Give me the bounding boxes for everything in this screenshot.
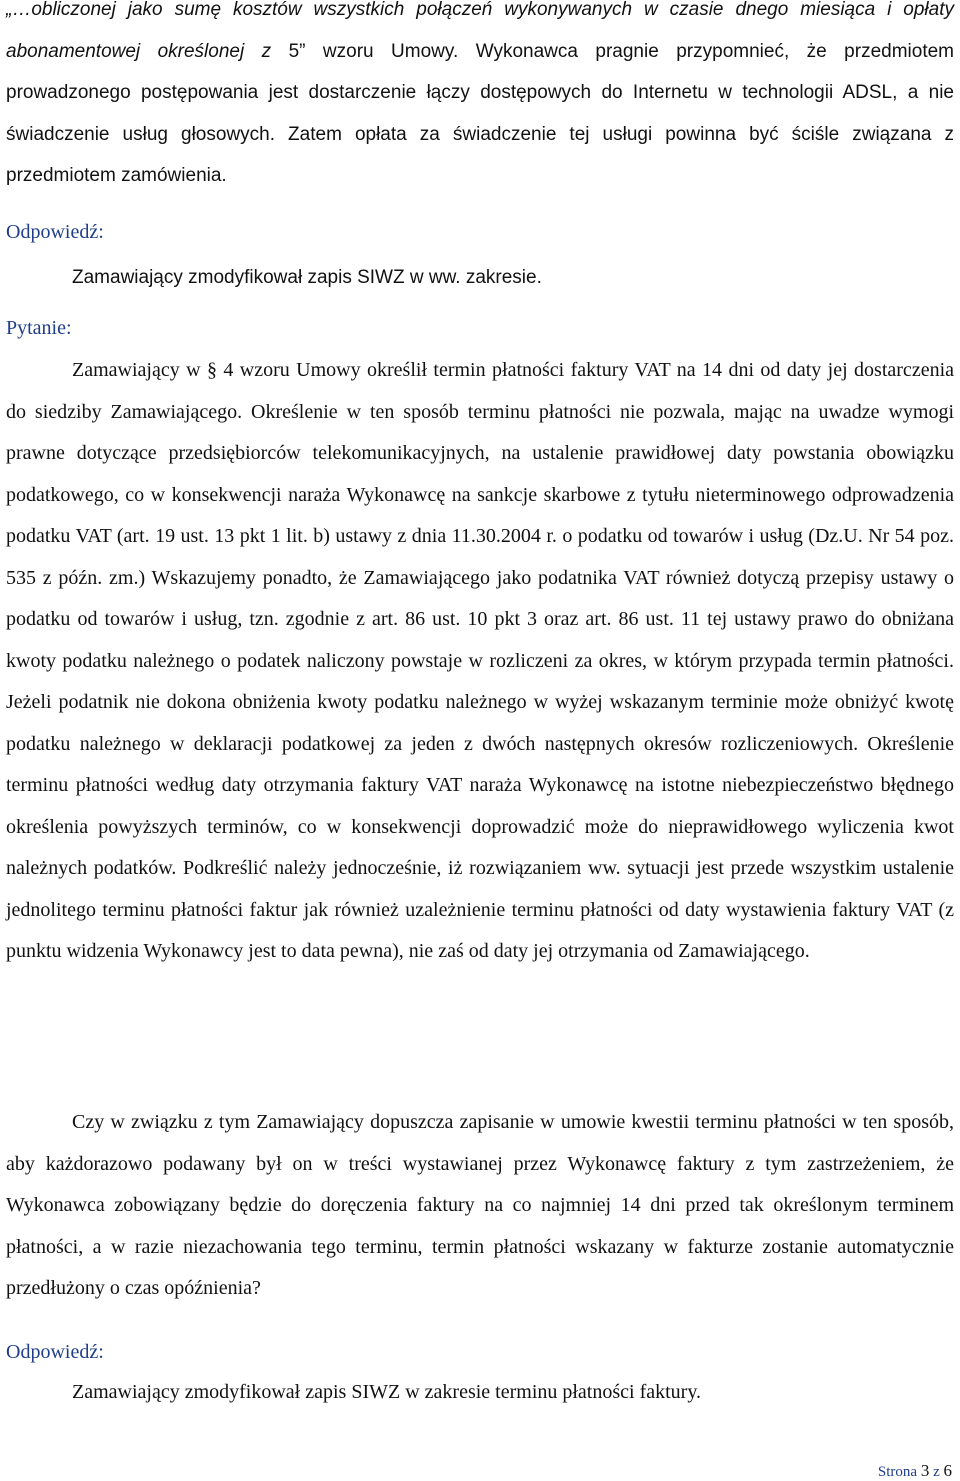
contractor-remark: Wykonawca pragnie przypomnieć, że przedmiotem prowadzonego postępowania jest dostarczenie łączy dostępowych do Internetu w technologii ADSL, a nie świadczenie usług głosowych. Zatem opłata za świadczenie tej usługi powinna być ściśle związana z przedmiotem zamówienia.: [6, 40, 954, 186]
question-paragraph-1: [6, 350, 954, 973]
answer-heading-2: Odpowiedź:: [6, 1341, 104, 1363]
question-heading: Pytanie:: [6, 317, 72, 339]
answer-heading-1: Odpowiedź:: [6, 221, 104, 243]
question-text-2: Czy w związku z tym Zamawiający dopuszcza zapisanie w umowie kwestii terminu płatności w ten sposób, aby każdorazowo podawany był on w treści wystawianej przez Wykonawcę faktury z tym zastrzeżeniem, że Wykonawca zobowiązany będzie do doręczenia faktury na co najmniej 14 dni przed tak określonym terminem płatności, a w razie niezachowania tego terminu, termin płatności wskazany w fakturze zostanie automatycznie przedłużony o czas opóźnienia?: [6, 1111, 954, 1299]
quoted-clause-end: 5” wzoru Umowy.: [288, 40, 459, 62]
quoted-clause: „…obliczonej jako sumę kosztów wszystkich połączeń wykonywanych w czasie dnego miesiąca i opłaty abonamentowej określonej z: [6, 0, 954, 62]
page-number-footer: [878, 1462, 952, 1481]
current-page: 3: [920, 1461, 930, 1480]
question-paragraph-2: [6, 1102, 954, 1310]
page-of: z: [933, 1464, 940, 1480]
paragraph-continuation: [6, 0, 954, 197]
answer-text-2: Zamawiający zmodyfikował zapis SIWZ w zakresie terminu płatności faktury.: [72, 1381, 702, 1403]
question-text-1: Zamawiający w § 4 wzoru Umowy określił termin płatności faktury VAT na 14 dni od daty jej dostarczenia do siedziby Zamawiającego. Określenie w ten sposób terminu płatności nie pozwala, mając na uwadze wymogi prawne dotyczące przedsiębiorców telekomunikacyjnych, na ustalenie prawidłowej daty powstania obowiązku podatkowego, co w konsekwencji naraża Wykonawcę na sankcje skarbowe z tytułu nieterminowego odprowadzenia podatku VAT (art. 19 ust. 13 pkt 1 lit. b) ustawy z dnia 11.30.2004 r. o podatku od towarów i usług (Dz.U. Nr 54 poz. 535 z późn. zm.) Wskazujemy ponadto, że Zamawiającego jako podatnika VAT również dotyczą przepisy ustawy o podatku od towarów i usług, tzn. zgodnie z art. 86 ust. 10 pkt 3 oraz art. 86 ust. 11 tej ustawy prawo do obniżana kwoty podatku należnego o podatek naliczony powstaje w rozliczeni za okres, w którym przypada termin płatności. Jeżeli podatnik nie dokona obniżenia kwoty podatku należnego w wyżej wskazanym terminie może obniżyć kwotę podatku należnego w deklaracji podatkowej za jeden z dwóch następnych okresów rozliczeniowych. Określenie terminu płatności według daty otrzymania faktury VAT naraża Wykonawcę na istotne niebezpieczeństwo błędnego określenia powyższych terminów, co w konsekwencji doprowadzić może do nieprawidłowego wyliczenia kwot należnych podatków. Podkreślić należy jednocześnie, iż rozwiązaniem ww. sytuacji jest przede wszystkim ustalenie jednolitego terminu płatności faktur jak również uzależnienie terminu płatności od daty wystawienia faktury VAT (z punktu widzenia Wykonawcy jest to data pewna), nie zaś od daty jej otrzymania od Zamawiającego.: [6, 359, 954, 962]
page-label: Strona: [877, 1464, 918, 1480]
total-pages: 6: [943, 1461, 952, 1480]
answer-text-1: Zamawiający zmodyfikował zapis SIWZ w ww. zakresie.: [72, 267, 542, 288]
